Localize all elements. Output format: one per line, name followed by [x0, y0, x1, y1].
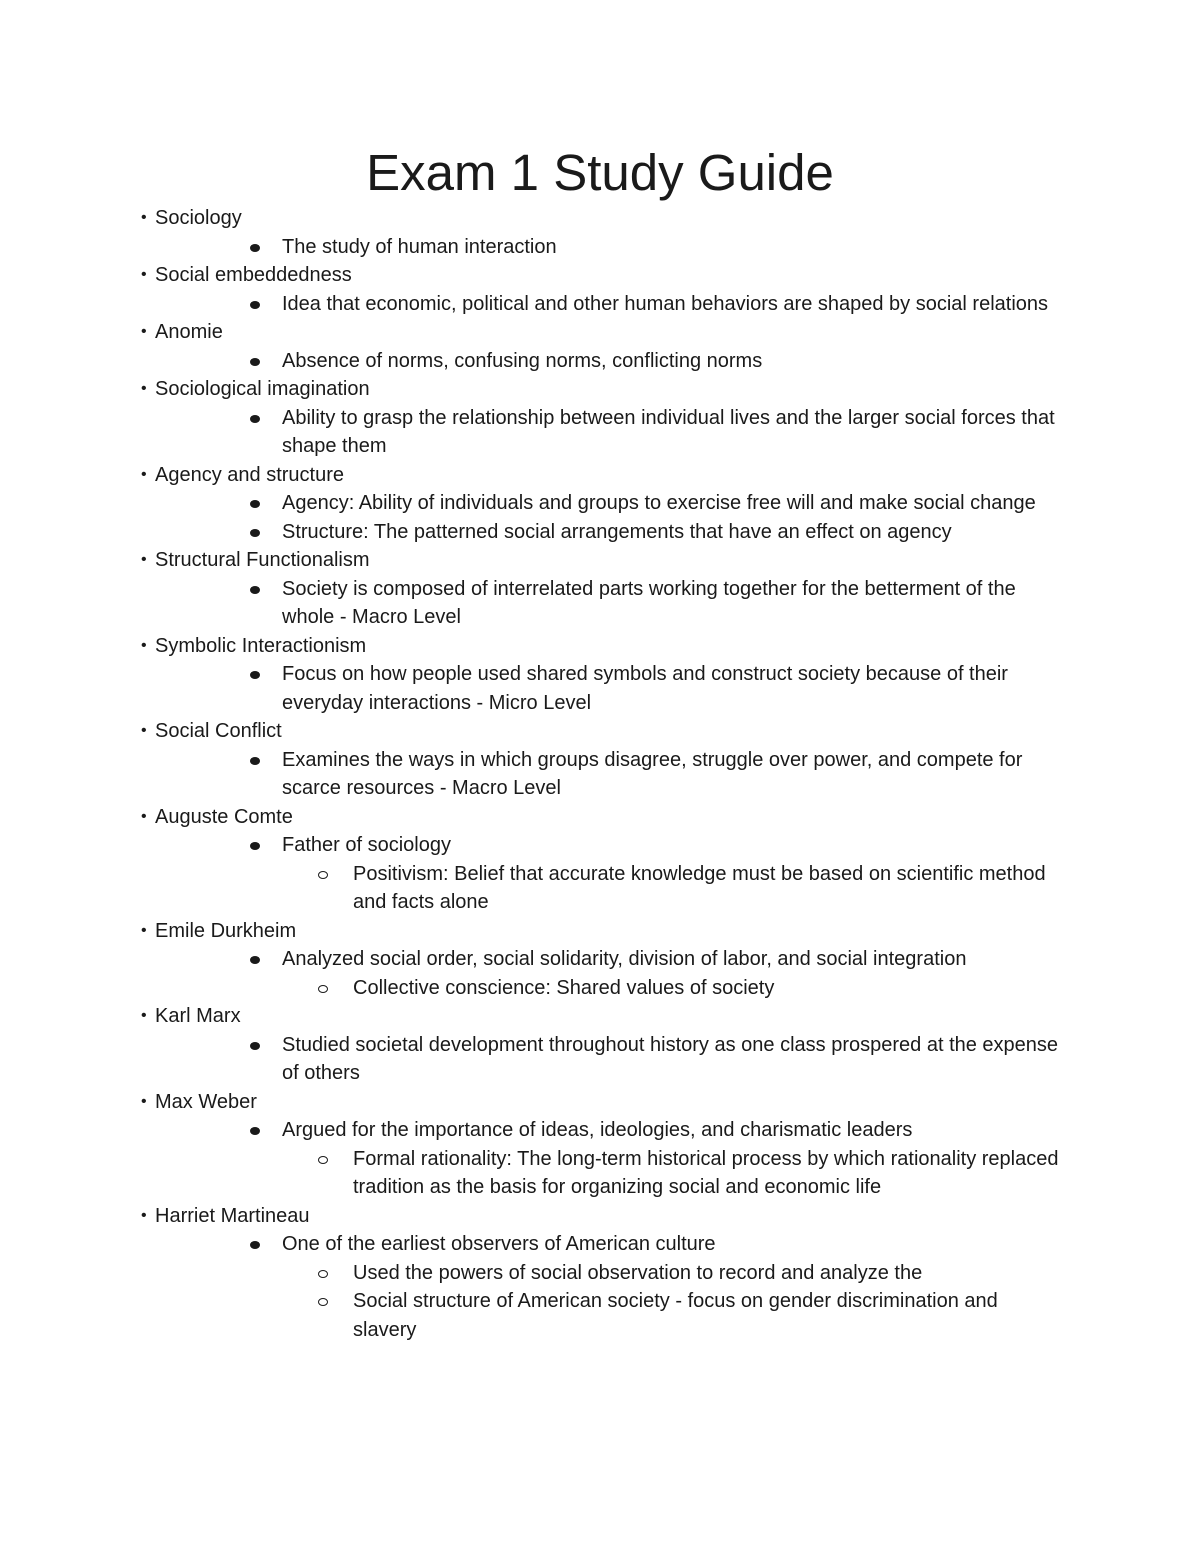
definition-item	[0, 746, 1200, 803]
filled-bullet-icon	[250, 1127, 260, 1135]
definition-item	[0, 831, 1200, 860]
section-term: Harriet Martineau	[155, 1204, 310, 1227]
page-title: Exam 1 Study Guide	[366, 144, 834, 201]
bullet-icon: •	[141, 551, 147, 568]
sub-definition-item	[0, 974, 1200, 1003]
section-term: Sociological imagination	[155, 378, 370, 400]
section-term: Anomie	[155, 321, 223, 343]
bullet-icon: •	[141, 636, 147, 654]
bullet-icon: •	[141, 722, 147, 739]
definition-item	[0, 290, 1200, 319]
hollow-bullet-icon	[318, 871, 328, 879]
sub-definition-text: Collective conscience: Shared values of society	[353, 976, 775, 999]
definition-item	[0, 233, 1200, 262]
definition-item	[0, 518, 1200, 547]
section-term: Agency and structure	[155, 463, 344, 486]
bullet-icon: •	[141, 380, 147, 397]
outline-section	[0, 461, 1200, 490]
section-term: Emile Durkheim	[155, 919, 297, 942]
sub-definition-item	[0, 1259, 1200, 1288]
section-term: Sociology	[155, 207, 242, 229]
filled-bullet-icon	[250, 529, 260, 537]
definition-text: Agency: Ability of individuals and groups to exercise free will and make social change	[282, 492, 1036, 514]
definition-text: Father of sociology	[282, 834, 451, 856]
filled-bullet-icon	[250, 1241, 260, 1249]
definition-text: Examines the ways in which groups disagree, struggle over power, and compete for scarce resources - Macro Level	[282, 748, 1023, 799]
filled-bullet-icon	[250, 415, 260, 423]
outline-section	[0, 1202, 1200, 1231]
bullet-icon: •	[141, 1206, 147, 1224]
section-term: Structural Functionalism	[155, 549, 370, 571]
filled-bullet-icon	[250, 842, 260, 850]
definition-text: Idea that economic, political and other human behaviors are shaped by social relations	[282, 292, 1049, 315]
hollow-bullet-icon	[318, 1156, 328, 1164]
hollow-bullet-icon	[318, 1298, 328, 1306]
section-term: Karl Marx	[155, 1005, 241, 1027]
definition-text: Argued for the importance of ideas, ideologies, and charismatic leaders	[282, 1119, 913, 1141]
filled-bullet-icon	[250, 500, 260, 508]
definition-item	[0, 1116, 1200, 1145]
definition-text: Structure: The patterned social arrangements that have an effect on agency	[282, 520, 952, 543]
filled-bullet-icon	[250, 671, 260, 679]
sub-definition-text: Used the powers of social observation to record and analyze the	[353, 1261, 923, 1284]
bullet-icon: •	[141, 266, 147, 283]
filled-bullet-icon	[250, 301, 260, 309]
sub-definition-item	[0, 860, 1200, 917]
outline-section	[0, 632, 1200, 661]
filled-bullet-icon	[250, 956, 260, 964]
section-term: Auguste Comte	[155, 805, 293, 828]
bullet-icon: •	[141, 921, 147, 939]
sub-definition-item	[0, 1145, 1200, 1202]
definition-text: Society is composed of interrelated parts working together for the betterment of the whole - Macro Level	[282, 577, 1016, 628]
definition-text: One of the earliest observers of American culture	[282, 1233, 716, 1255]
outline-section	[0, 917, 1200, 946]
bullet-icon: •	[141, 323, 147, 340]
outline-section	[0, 204, 1200, 233]
filled-bullet-icon	[250, 358, 260, 366]
definition-text: Analyzed social order, social solidarity, division of labor, and social integration	[282, 948, 967, 970]
outline-section	[0, 717, 1200, 746]
definition-text: The study of human interaction	[282, 235, 557, 258]
definition-item	[0, 1230, 1200, 1259]
filled-bullet-icon	[250, 586, 260, 594]
definition-text: Absence of norms, confusing norms, conflicting norms	[282, 349, 763, 372]
bullet-icon: •	[141, 1007, 147, 1024]
outline-section	[0, 803, 1200, 832]
outline-section	[0, 546, 1200, 575]
definition-item	[0, 347, 1200, 376]
definition-text: Focus on how people used shared symbols and construct society because of their everyday interactions - Micro Level	[282, 663, 1008, 714]
bullet-icon: •	[141, 209, 147, 226]
definition-text: Studied societal development throughout history as one class prospered at the expense of others	[282, 1033, 1059, 1084]
sub-definition-text: Social structure of American society - focus on gender discrimination and slavery	[353, 1290, 998, 1341]
definition-item	[0, 489, 1200, 518]
section-term: Social embeddedness	[155, 264, 352, 286]
hollow-bullet-icon	[318, 1270, 328, 1278]
filled-bullet-icon	[250, 244, 260, 252]
outline-section	[0, 1002, 1200, 1031]
bullet-icon: •	[141, 465, 147, 483]
section-term: Max Weber	[155, 1090, 257, 1113]
definition-item	[0, 404, 1200, 461]
sub-definition-text: Positivism: Belief that accurate knowledge must be based on scientific method and facts alone	[353, 862, 1046, 913]
definition-text: Ability to grasp the relationship between individual lives and the larger social forces that shape them	[282, 406, 1055, 457]
outline-section	[0, 375, 1200, 404]
study-guide-outline	[0, 204, 1200, 1344]
definition-item	[0, 575, 1200, 632]
filled-bullet-icon	[250, 757, 260, 765]
section-term: Social Conflict	[155, 720, 282, 742]
sub-definition-text: Formal rationality: The long-term historical process by which rationality replaced tradition as the basis for organizing social and economic life	[353, 1147, 1059, 1198]
sub-definition-item	[0, 1287, 1200, 1344]
definition-item	[0, 660, 1200, 717]
definition-item	[0, 945, 1200, 974]
filled-bullet-icon	[250, 1042, 260, 1050]
definition-item	[0, 1031, 1200, 1088]
outline-section	[0, 318, 1200, 347]
bullet-icon: •	[141, 807, 147, 825]
bullet-icon: •	[141, 1092, 147, 1110]
outline-section	[0, 1088, 1200, 1117]
outline-section	[0, 261, 1200, 290]
hollow-bullet-icon	[318, 985, 328, 993]
section-term: Symbolic Interactionism	[155, 634, 367, 657]
